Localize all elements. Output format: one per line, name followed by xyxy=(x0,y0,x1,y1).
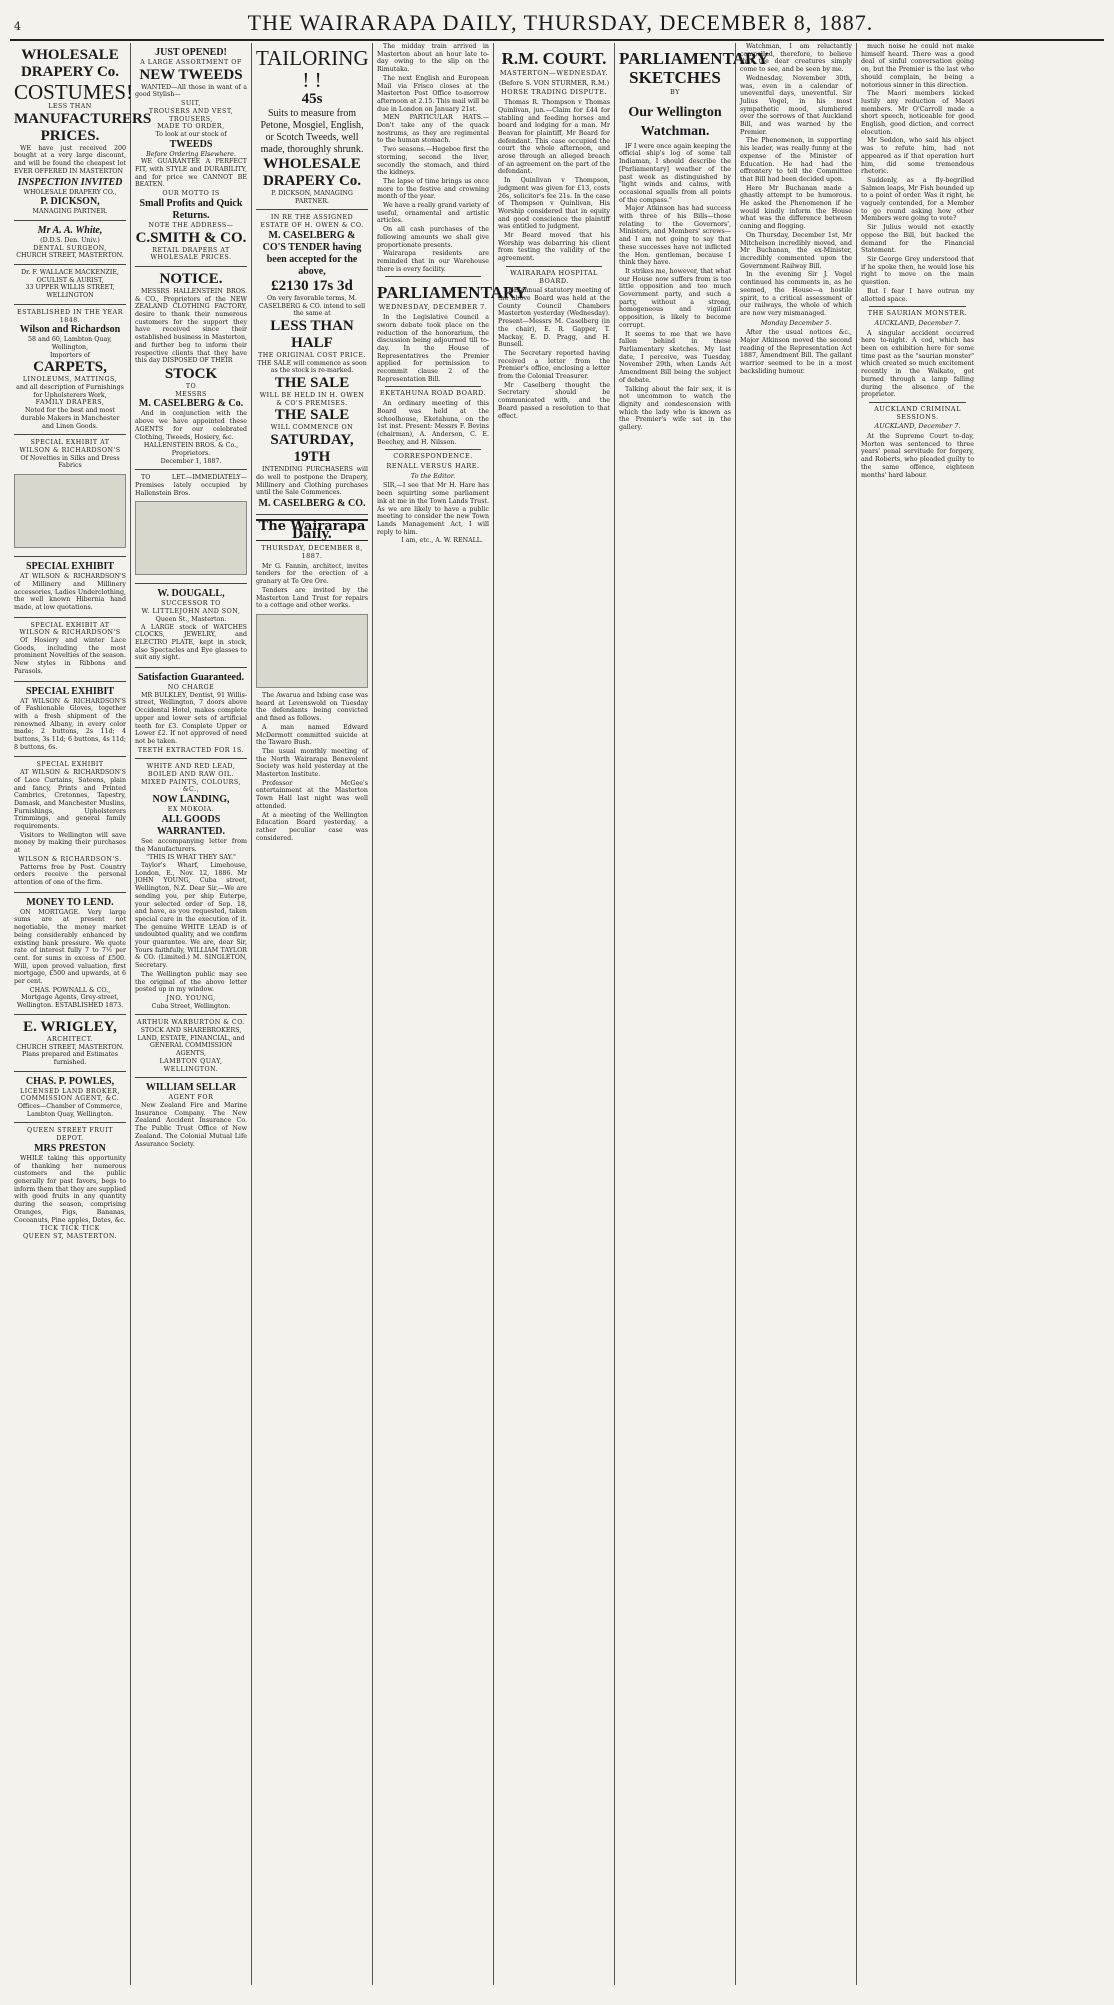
news-item: Two seasons.—Hegeboe first the storming, second the liver, secondly the stomach, and third the kidneys. xyxy=(377,146,489,177)
eketahuna-body: An ordinary meeting of this Board was held at the schoolhouse, Eketahuna, on the 1st inst. Present: Messrs F. Bevins (chairman), A. Anderson, C. E. Beechey, and H. Nilsson. xyxy=(377,400,489,446)
before-ordering: Before Ordering Elsewhere. xyxy=(146,150,236,158)
tailoring-price: 45s xyxy=(301,91,323,107)
column-5 xyxy=(494,43,615,1985)
white-red-lead: WHITE AND RED LEAD, xyxy=(146,763,236,771)
sketches-body: Wednesday, November 30th, was, even in a calendar of uneventful days, uneventful. Sir Julius Vogel, in his most sympathetic mood, slumbered over the sorrows of that Auckland Bill, and was warned by the Premier. xyxy=(740,74,852,136)
news-item: Professor McGee's entertainment at the Masterton Town Hall last night was well attended. xyxy=(256,779,368,810)
dougall-name: W. DOUGALL, xyxy=(157,588,225,600)
tweeds-ad xyxy=(135,43,247,267)
profits: Small Profits and Quick Returns. xyxy=(139,197,243,221)
warburton-name: ARTHUR WARBURTON & CO. xyxy=(136,1019,246,1027)
sketches-date: Monday December 5. xyxy=(760,318,832,327)
sketches-body: Mr Seddon, who said his object was to refute him, had not appeared as if that operation hurt him, did some tremendous rhetoric. xyxy=(861,137,974,176)
powles-address: Offices—Chamber of Commerce, Lambton Quay, Wellington. xyxy=(17,1103,123,1118)
tender-line: M. CASELBERG & CO'S TENDER having been accepted for the above, xyxy=(262,229,362,277)
special-heading: SPECIAL EXHIBIT AT WILSON & RICHARDSON'S xyxy=(19,621,121,637)
caselberg-sig: M. CASELBERG & CO. xyxy=(258,497,366,509)
criminal-date: AUCKLAND, December 7. xyxy=(874,422,961,431)
ad-inspection: INSPECTION INVITED xyxy=(17,176,123,188)
special-body: AT WILSON & RICHARDSON'S of Fashionable Gloves, together with a fresh shipment of the renowned Albany, in every color made; 2 buttons, 2s 11d; 4 buttons, 3s 11d; 6 buttons, 4s 11d; 8 buttons, 6s. xyxy=(14,697,126,751)
ad-heading: WHOLESALE DRAPERY Co. xyxy=(20,47,120,80)
eketahuna-heading: EKETAHUNA ROAD BOARD. xyxy=(379,389,487,398)
sellar-role: AGENT FOR xyxy=(168,1094,214,1102)
ad-body: WE have just received 200 bought at a very large discount, and will be found the cheapest lot EVER OFFERED IN MASTERTON xyxy=(14,144,126,175)
case-body: Mr Beard moved that his Worship was debarring his client from testing the validity of the agreement. xyxy=(498,232,610,263)
ad-manufacturers: MANUFACTURERS PRICES. xyxy=(14,110,152,144)
divider xyxy=(869,402,966,403)
column-6 xyxy=(615,43,769,1985)
parliamentary-body: In the Legislative Council a sworn debate took place on the reduction of the honorarium, the discussion being adjourned till to-day. In the House of Representatives the Premier applied for permission to recommit clause 2 of the Representation Bill. xyxy=(377,314,489,383)
masthead xyxy=(10,10,1104,41)
queen-street: Queen St., Masterton. xyxy=(155,615,227,623)
notice-ad xyxy=(135,267,247,470)
hospital-heading: WAIRARAPA HOSPITAL BOARD. xyxy=(510,268,598,285)
tender-amount: £2130 17s 3d xyxy=(271,277,353,294)
dougall-ad xyxy=(135,584,247,668)
warburton-ad xyxy=(135,1015,247,1078)
ex-ship: EX MOKOIA. xyxy=(167,806,215,814)
tailoring-heading: TAILORING ! ! xyxy=(256,46,369,92)
boiled-oil: BOILED AND RAW OIL. xyxy=(147,771,235,779)
tweeds-heading: TWEEDS xyxy=(169,138,213,150)
sketches-body: The Maori members kicked lustily any reduction of Maori members. Mr O'Carroll made a short speech, noticeable for good English, good diction, and correct elocution. xyxy=(861,90,974,136)
made-to-order: MADE TO ORDER, xyxy=(157,123,225,131)
sketches-body: Talking about the fair sex, it is not uncommon to watch the dignity and condescension with which the lady who is known as the Premier's wife sat in the gallery. xyxy=(619,385,731,432)
goods-warranted: ALL GOODS WARRANTED. xyxy=(156,813,226,837)
bulkley-body: MR BULKLEY, Dentist, 91 Willis-street, Wellington, 7 doors above Occidental Hotel, makes complete upper and lower sets of artificial teeth for £3. Complete Upper or Lower £2. If not approved of need not be taken. xyxy=(135,691,247,745)
sketches-author: Our Wellington Watchman. xyxy=(628,104,722,139)
news-item: The Awarua and Ixbing case was heard at Levenswold on Tuesday the defendants being convicted and fined as follows. xyxy=(256,691,368,723)
oculist-name: Dr. F. WALLACE MACKENZIE, OCULIST & AURIST, xyxy=(21,269,119,284)
stock-heading: STOCK xyxy=(164,365,218,382)
notice-heading: NOTICE. xyxy=(159,270,223,287)
sketches-body: After the usual notices &c., Major Atkinson moved the second reading of the Representation Act 1887, Amendment Bill. The gallant warrior seemed to be in a most backsliding humour. xyxy=(740,329,852,375)
fruit-heading: QUEEN STREET FRUIT DEPOT. xyxy=(27,1127,113,1143)
sketches-body: Sir Julius would not exactly oppose the Bill, but backed the demand for the Financial Statement. xyxy=(861,224,974,255)
wilson-richardson-ad xyxy=(14,305,126,435)
tailoring-ad xyxy=(256,43,368,210)
column-8 xyxy=(857,43,978,1985)
dentist-name: Mr A. A. White, xyxy=(37,224,103,236)
powles-ad xyxy=(14,1072,126,1124)
special-body: AT WILSON & RICHARDSON'S of Lace Curtains, Sateens, plain and fancy, Prints and Printed Cambrics, Cretonnes, Tapestry, Damask, and Manchester Muslins, Furnishings, Upholsterers Trimmings, and general family requirements. xyxy=(14,769,126,831)
saturday-line: SATURDAY, 19TH xyxy=(270,432,354,466)
sketches-body: much noise he could not make himself heard. There was a good deal of sinful conversation going on, but the Premier is the last who should complain, he being a notorious sinner in this direction. xyxy=(861,43,974,89)
wr-noted: Noted for the best and most durable Makers in Manchester and Linen Goods. xyxy=(20,407,120,430)
tweeds-body: WANTED—All those in want of a good Stylish— xyxy=(135,83,247,99)
sketches-body: In the evening Sir J. Vogel continued his comments in, as he seemed, the House—a hostile spirit, to a critical assessment of our railways, the whole of which are now very mismanaged. xyxy=(740,271,852,317)
to-let-body: TO LET.—IMMEDIATELY—Premises lately occupied by Hallenstein Bros. xyxy=(135,474,247,497)
warburton-role: STOCK AND SHAREBROKERS, LAND, ESTATE, FINANCIAL, and GENERAL COMMISSION AGENTS, xyxy=(137,1027,245,1058)
news-item: Wairarapa residents are reminded that in our Warehouse there is every facility. xyxy=(377,250,489,273)
wrigley-ad xyxy=(14,1015,126,1072)
rm-court-before: (Before S. VON STURMER, R.M.) xyxy=(498,78,610,87)
tailoring-body: Suits to measure from Petone, Mosgiel, English, or Scotch Tweeds, well made, thoroughly shrunk. xyxy=(260,108,364,155)
sale-held: WILL BE HELD IN H. OWEN & CO'S PREMISES. xyxy=(259,392,365,407)
hospital-body: Mr Caselberg thought the Secretary should be communicated with, and the Board passed a resolution to that effect. xyxy=(498,381,610,420)
paper-date: THURSDAY, DECEMBER 8, 1887. xyxy=(261,544,363,561)
columns xyxy=(10,43,1104,1985)
guarantee: WE GUARANTEE A PERFECT FIT, with STYLE and DURABILITY, and for price we CANNOT BE BEATEN. xyxy=(135,158,247,189)
newspaper-title: THE WAIRARAPA DAILY, THURSDAY, DECEMBER 8, 1887. xyxy=(247,10,874,35)
estate-heading: IN RE THE ASSIGNED ESTATE OF H. OWEN & CO. xyxy=(260,214,364,230)
ad-firm: WHOLESALE DRAPERY CO., xyxy=(23,188,117,196)
column-7 xyxy=(736,43,857,1985)
powles-role: LICENSED LAND BROKER, COMMISSION AGENT, &C. xyxy=(20,1087,120,1103)
assortment: A LARGE ASSORTMENT OF xyxy=(140,59,242,66)
satisfaction: Satisfaction Guaranteed. xyxy=(137,672,245,684)
csmith-name: C.SMITH & CO. xyxy=(135,229,247,246)
oculist-ad xyxy=(14,265,126,305)
case-heading: HORSE TRADING DISPUTE. xyxy=(501,88,607,97)
hospital-body: The Secretary reported having received a letter from the Premier's office, enclosing a letter from the Colonial Treasurer. xyxy=(498,349,610,381)
divider xyxy=(869,306,966,307)
parliamentary-heading: PARLIAMENTARY xyxy=(377,283,527,303)
page-number: 4 xyxy=(14,20,21,33)
sketches-body: It strikes me, however, that what our House now suffers from is too little opposition and too much Government party, and such a party, without a strong, homogeneous and vigilant opposition, is likely to become corrupt. xyxy=(619,267,731,329)
dentist-address: CHURCH STREET, MASTERTON. xyxy=(16,252,124,260)
special-body: AT WILSON & RICHARDSON'S of Millinery and Millinery accessories, Ladies Underclothing, the well known Hibernia hand made, at low quotations. xyxy=(14,573,126,611)
trousers-vest-line: TROUSERS AND VEST, xyxy=(148,107,234,115)
trousers-line: TROUSERS, xyxy=(169,115,213,123)
case-body: In Quinlivan v Thompson, judgment was given for £13, costs 26s, solicitor's fee 21s. In the case of Thompson v Quinlivan, His Worship considered that in equity and good conscience the plaintiff was entitled to judgment. xyxy=(498,177,610,231)
look-line: To look at our stock of xyxy=(155,130,227,138)
renall-heading: RENALL VERSUS HARE. xyxy=(386,462,480,471)
divider xyxy=(385,276,481,277)
column-4 xyxy=(373,43,527,1985)
ad-manager-role: MANAGING PARTNER. xyxy=(32,208,108,216)
newspaper-page xyxy=(10,10,1104,1985)
special-body: Of Novelties in Silks and Dress Fabrics xyxy=(20,454,120,470)
sketches-body: Suddenly, as a fly-begrilled Salmon leaps, Mr Fish bounded up to a point of order. Was it right, he vaguely contended, for a Member to go round asking how other Members were going to vote? xyxy=(861,176,974,223)
address-note: NOTE THE ADDRESS— xyxy=(148,221,234,229)
rm-court-place: MASTERTON—WEDNESDAY. xyxy=(499,69,609,77)
sketches-by: BY xyxy=(670,88,680,96)
sellar-name: WILLIAM SELLAR xyxy=(145,1082,237,1094)
young-name: JNO. YOUNG, xyxy=(166,994,216,1002)
divider xyxy=(385,449,481,450)
sketches-body: Major Atkinson has had success with three of his Bills—those relating to the Governors', Ministers, and Members' screws—and I am not going to say that these successes have not inflicted the Hon. gentleman, because I think they have. xyxy=(619,205,731,267)
special-heading: SPECIAL EXHIBIT xyxy=(25,685,115,697)
renall-body: SIR,—I see that Mr H. Hare has been squirting some parliament ink at me in the Town Lands Trust. As we are likely to have a public meeting to consider the new Town Lands Management Act, I will reply to him. xyxy=(377,482,489,536)
wrigley-name: E. WRIGLEY, xyxy=(23,1018,117,1035)
damaged-print-area xyxy=(256,614,368,688)
sellar-ad xyxy=(135,1078,247,1153)
wholesale-heading: WHOLESALE DRAPERY Co. xyxy=(262,156,362,189)
special-body: Of Hosiery and winter Lace Goods, including the most prominent Novelties of the season. New styles in Ribbons and Parasols. xyxy=(14,637,126,675)
criminal-body: At the Supreme Court to-day, Morton was sentenced to three years' penal servitude for forgery, and Roberts, who pleaded guilty to the same offence, eighteen months' hard labour. xyxy=(861,433,974,479)
fruit-depot-ad xyxy=(14,1123,126,1244)
visitors-note: Visitors to Wellington will save money by making their purchases at xyxy=(14,831,126,855)
wrigley-plans: Plans prepared and Estimates furnished. xyxy=(21,1051,119,1066)
news-item: The usual monthly meeting of the North Wairarapa Benevolent Society was held yesterday at the Masterton Institute. xyxy=(256,747,368,779)
news-item: A man named Edward McDermott committed suicide at the Tawaro Bush. xyxy=(256,723,368,747)
money-signature: CHAS. POWNALL & CO., xyxy=(29,986,111,994)
sketches-body: IF I were once again keeping the official ship's log of some tall Indiaman, I should describe the [Parliamentary] weather of the past week as distinguished by "light winds and calms, with occasional squalls from all points of the compass." xyxy=(619,142,731,204)
special-heading: SPECIAL EXHIBIT xyxy=(25,561,115,573)
dentist-ad xyxy=(14,221,126,265)
bulkley-ad xyxy=(135,668,247,759)
notice-body-2: And in conjunction with the above we have appointed these AGENTS for our celebrated Clothing, Tweeds, Hosiery, &c. xyxy=(135,410,247,441)
patterns-note: Patterns free by Post. Country orders receive the personal attention of one of the firm. xyxy=(14,863,126,886)
sketches-body: Watchman, I am reluctantly compelled, therefore, to believe that the dear creatures simply come to see, and be seen by me. xyxy=(740,43,852,74)
new-tweeds: NEW TWEEDS xyxy=(139,66,243,83)
parliamentary-date: WEDNESDAY, DECEMBER 7. xyxy=(378,303,488,312)
saurian-date: AUCKLAND, December 7. xyxy=(874,318,961,327)
money-signature-address: Mortgage Agents, Grey-street, Wellington. ESTABLISHED 1873. xyxy=(16,994,124,1010)
young-address: Cuba Street, Wellington. xyxy=(151,1002,231,1010)
csmith-sub: RETAIL DRAPERS AT WHOLESALE PRICES. xyxy=(150,246,232,262)
mixed-paints: MIXED PAINTS, COLOURS, &C., xyxy=(140,778,242,794)
wellington-note: The Wellington public may see the original of the above letter posted up in my window. xyxy=(135,970,247,994)
divider xyxy=(385,386,481,387)
news-item: The next English and European Mail via Frisco closes at the Masterton Post Office to-morrow afternoon at 2.15. This mail will be due in London on January 21st. xyxy=(377,74,489,113)
preston-address: QUEEN ST, MASTERTON. xyxy=(23,1232,117,1240)
wr-address: 58 and 60, Lambton Quay, Wellington, xyxy=(28,336,112,351)
column-3 xyxy=(252,43,373,1985)
powles-name: CHAS. P. POWLES, xyxy=(25,1075,115,1087)
dentist-role: DENTAL SURGEON, xyxy=(33,244,107,252)
sketches-body: Here Mr Buchanan made a ghastly attempt to be humorous. He asked the Phenomenon if he would kindly inform the House what was the difference between caning and flogging. xyxy=(740,184,852,231)
dentist-degree: (D.D.S. Den. Univ.) xyxy=(40,236,100,244)
terms-line: On very favorable terms, M. CASELBERG & CO. intend to sell the same at xyxy=(258,294,366,318)
sale-heading: THE SALE xyxy=(274,375,350,392)
ad-costumes: COSTUMES! xyxy=(14,80,134,104)
messrs-line: MESSRS xyxy=(175,390,207,398)
warburton-address: LAMBTON QUAY, WELLINGTON. xyxy=(159,1057,223,1073)
notice-body: MESSRS HALLENSTEIN BROS. & CO., Proprietors of the NEW ZEALAND CLOTHING FACTORY, desire to thank their numerous customers for the support they have received since their established business in Masterton, and further beg to inform their respective clients that they have this day DISPOSED OF THEIR xyxy=(135,287,247,365)
testimonial-letter: Taylor's Wharf, Limehouse, London, E., Nov. 12, 1886. Mr JOHN YOUNG, Cuba street, Wellington, N.Z. Dear Sir,—We are sending you, per ship Euterpe, your selected order of Sep. 18, and have, as you requested, taken special care in the execution of it. The genuine WHITE LEAD is of undoubted quality, and we confirm your guarantee. We are, dear Sir, Yours faithfully, WILLIAM TAYLOR & CO. (Limited.) M. SINGLETON, Secretary. xyxy=(135,862,247,970)
wr-footer: WILSON & RICHARDSON'S. xyxy=(18,855,122,863)
ad-less-than: LESS THAN xyxy=(48,103,92,110)
hallenstein-date: December 1, 1887. xyxy=(160,457,222,465)
oculist-address: 33 UPPER WILLIS STREET, WELLINGTON xyxy=(25,284,115,300)
renall-signature: I am, etc., A. W. RENALL. xyxy=(401,537,483,545)
money-body: ON MORTGAGE. Very large sums are at present not negotiable, the money market being considerably enhanced by existing bank pressure. We quote rate of interest fully 7 to 7½ per cent. for sums in excess of £500. Will, upon proved valuation, first mortgage, £500 and upwards, at 6 per cent. xyxy=(14,908,126,986)
testimonial-note: See accompanying letter from the Manufacturers. xyxy=(135,837,247,853)
special-exhibit-5 xyxy=(14,757,126,892)
wr-family-drapers: FAMILY DRAPERS, xyxy=(35,399,105,407)
no-charge: NO CHARGE xyxy=(167,684,215,692)
saurian-heading: THE SAURIAN MONSTER. xyxy=(867,309,968,318)
young-ad xyxy=(135,759,247,1015)
caselberg-name: M. CASELBERG & Co. xyxy=(138,398,244,410)
just-opened: JUST OPENED! xyxy=(155,47,227,58)
tick-line: TICK TICK TICK xyxy=(40,1225,100,1233)
special-heading: SPECIAL EXHIBIT AT WILSON & RICHARDSON'S xyxy=(19,439,121,454)
ad-manager-name: P. DICKSON, xyxy=(40,196,100,208)
money-heading: MONEY TO LEND. xyxy=(26,896,114,908)
news-item: MEN PARTICULAR HATS.—Don't take any of the quack nostrums, as they are regimental to the human stomach. xyxy=(377,114,489,145)
sketches-heading: PARLIAMENTARY SKETCHES xyxy=(619,49,769,87)
money-to-lend-ad xyxy=(14,893,126,1015)
case-body: Thomas R. Thompson v Thomas Quinlivan, jun.—Claim for £44 for stabling and feeding horses and board and lodging for a man. Mr Beavan for plaintiff, Mr Beard for defendant. This case occupied the court the whole afternoon, and arose through an alleged breach of an agreement on the part of the defendant. xyxy=(498,99,610,176)
sellar-body: New Zealand Fire and Marine Insurance Company. The New Zealand Accident Insurance Co. The Public Trust Office of New Zealand. The Colonial Mutual Life Assurance Society. xyxy=(135,1101,247,1148)
preston-body: WHILE taking this opportunity of thanking her numerous customers and the public generally for past favors, begs to inform them that they are supplied with good fruits in any quantity during the season, comprising Oranges, Figs, Bananas, Cocoanuts, Pine apples, Dates, &c. xyxy=(14,1154,126,1224)
special-exhibit-2 xyxy=(14,557,126,618)
less-than-half: LESS THAN HALF xyxy=(270,317,354,351)
now-landing: NOW LANDING, xyxy=(152,794,230,806)
littlejohn: W. LITTLEJOHN AND SON, xyxy=(141,608,241,616)
hallenstein-signature: HALLENSTEIN BROS. & Co., Proprietors. xyxy=(143,442,239,457)
damaged-print-area xyxy=(135,501,247,575)
wr-linoleums: LINOLEUMS, MATTINGS, xyxy=(22,376,118,384)
suit-line: SUIT, xyxy=(181,100,201,108)
to-editor: To the Editor. xyxy=(410,471,456,480)
to-let-ad xyxy=(135,470,247,584)
wr-importers: Importers of xyxy=(50,351,90,359)
column-1 xyxy=(10,43,152,1985)
original-cost: THE ORIGINAL COST PRICE. xyxy=(258,351,366,359)
divider xyxy=(506,266,602,267)
sketches-body: It seems to me that we have fallen behind in these Parliamentary sketches. My last date, I perceive, was Tuesday, November 29th, when Lands Act Amendment Bill being the subject of debate. xyxy=(619,330,731,384)
sale-note: THE SALE will commence as soon as the stock is re-marked. xyxy=(257,359,367,375)
watches-body: A LARGE stock of WATCHES CLOCKS, JEWELRY, and ELECTRO PLATE, kept in stock, also Spectacles and Eye glasses to suit any sight. xyxy=(135,623,247,662)
wrigley-role: ARCHITECT. xyxy=(47,1035,93,1043)
special-exhibit-1 xyxy=(14,435,126,557)
wr-established: ESTABLISHED IN THE YEAR 1848. xyxy=(17,308,123,324)
wholesale-drapery-ad xyxy=(14,43,152,221)
dickson-line: P. DICKSON, MANAGING PARTNER. xyxy=(271,190,353,205)
special-exhibit-4 xyxy=(14,682,126,758)
special-heading: SPECIAL EXHIBIT xyxy=(36,761,104,769)
sale-heading-2: THE SALE xyxy=(274,407,350,424)
news-item: At a meeting of the Wellington Education Board yesterday, a rather peculiar case was considered. xyxy=(256,811,368,842)
sketches-body: Sir George Grey understood that if he spoke then, he would lose his right to move on the main question. xyxy=(861,255,974,287)
news-item: On all cash purchases of the following amounts we shall give proportionate presents. xyxy=(377,226,489,249)
paper-title: The Wairarapa Daily. xyxy=(256,519,368,541)
to-line: TO xyxy=(185,382,197,390)
wr-carpets: CARPETS, xyxy=(33,359,107,376)
news-item: Tenders are invited by the Masterton Land Trust for repairs to a cottage and other works. xyxy=(256,586,368,610)
sketches-body: But I fear I have outrun my allotted space. xyxy=(861,287,974,303)
wrigley-address: CHURCH STREET, MASTERTON. xyxy=(16,1043,124,1051)
damaged-print-area xyxy=(14,474,126,548)
preston-name: MRS PRESTON xyxy=(34,1142,106,1154)
commence-line: WILL COMMENCE ON xyxy=(270,424,354,432)
owen-estate-ad xyxy=(256,210,368,515)
column-2 xyxy=(131,43,252,1985)
motto: OUR MOTTO IS xyxy=(162,190,220,198)
news-item: Mr G. Fannin, architect, invites tenders for the erection of a granary at Te Ore Ore. xyxy=(256,562,368,586)
news-item: The lapse of time brings us once more to the festive and crowning month of the year. xyxy=(377,177,489,201)
correspondence-heading: CORRESPONDENCE. xyxy=(393,452,473,461)
teeth-extracted: TEETH EXTRACTED FOR 1S. xyxy=(137,746,245,754)
sketches-body: The Phenomenon, in supporting his leader, was really funny at the expense of the Minister of Education. He had had the effrontery to tell the Committee that Bill had been decided upon. xyxy=(740,137,852,183)
hospital-body: THE annual statutory meeting of the above Board was held at the County Council Chambers Masterton yesterday (Wednesday). Present—Messrs M. Caselberg (in the chair), E. R. Gapper, T. Mackay, E. D. Pragg, and H. Bunsell. xyxy=(498,287,610,349)
copy-heading: "THIS IS WHAT THEY SAY." xyxy=(146,854,236,862)
intending-purchasers: INTENDING PURCHASERS will do well to postpone the Drapery, Millinery and Clothing purchases until the Sale Commences. xyxy=(256,466,368,497)
wr-name: Wilson and Richardson xyxy=(19,324,121,336)
sketches-body: On Thursday, December 1st, Mr Mitchelson incredibly moved, and Mr Buchanan, the ex-Minister, incredibly commented upon the Government Railway Bill. xyxy=(740,231,852,270)
wr-furnishings: and all description of Furnishings for Upholsterers Work, xyxy=(16,384,124,399)
special-exhibit-3 xyxy=(14,618,126,682)
saurian-body: A singular accident occurred here to-night. A cod, which has been on exhibition here for some time past as the "saurian monster" which created so much excitement recently in the Waikato, got burned through a lamp falling during the absence of the proprietor. xyxy=(861,329,974,399)
criminal-heading: AUCKLAND CRIMINAL SESSIONS. xyxy=(874,404,961,421)
rm-court-heading: R.M. COURT. xyxy=(501,49,607,68)
successor: SUCCESSOR TO xyxy=(161,600,221,608)
news-item: The midday train arrived in Masterton about an hour late to-day owing to the slip on the Rimutaka. xyxy=(377,43,489,74)
news-item: We have a really grand variety of useful, ornamental and artistic articles. xyxy=(377,202,489,225)
